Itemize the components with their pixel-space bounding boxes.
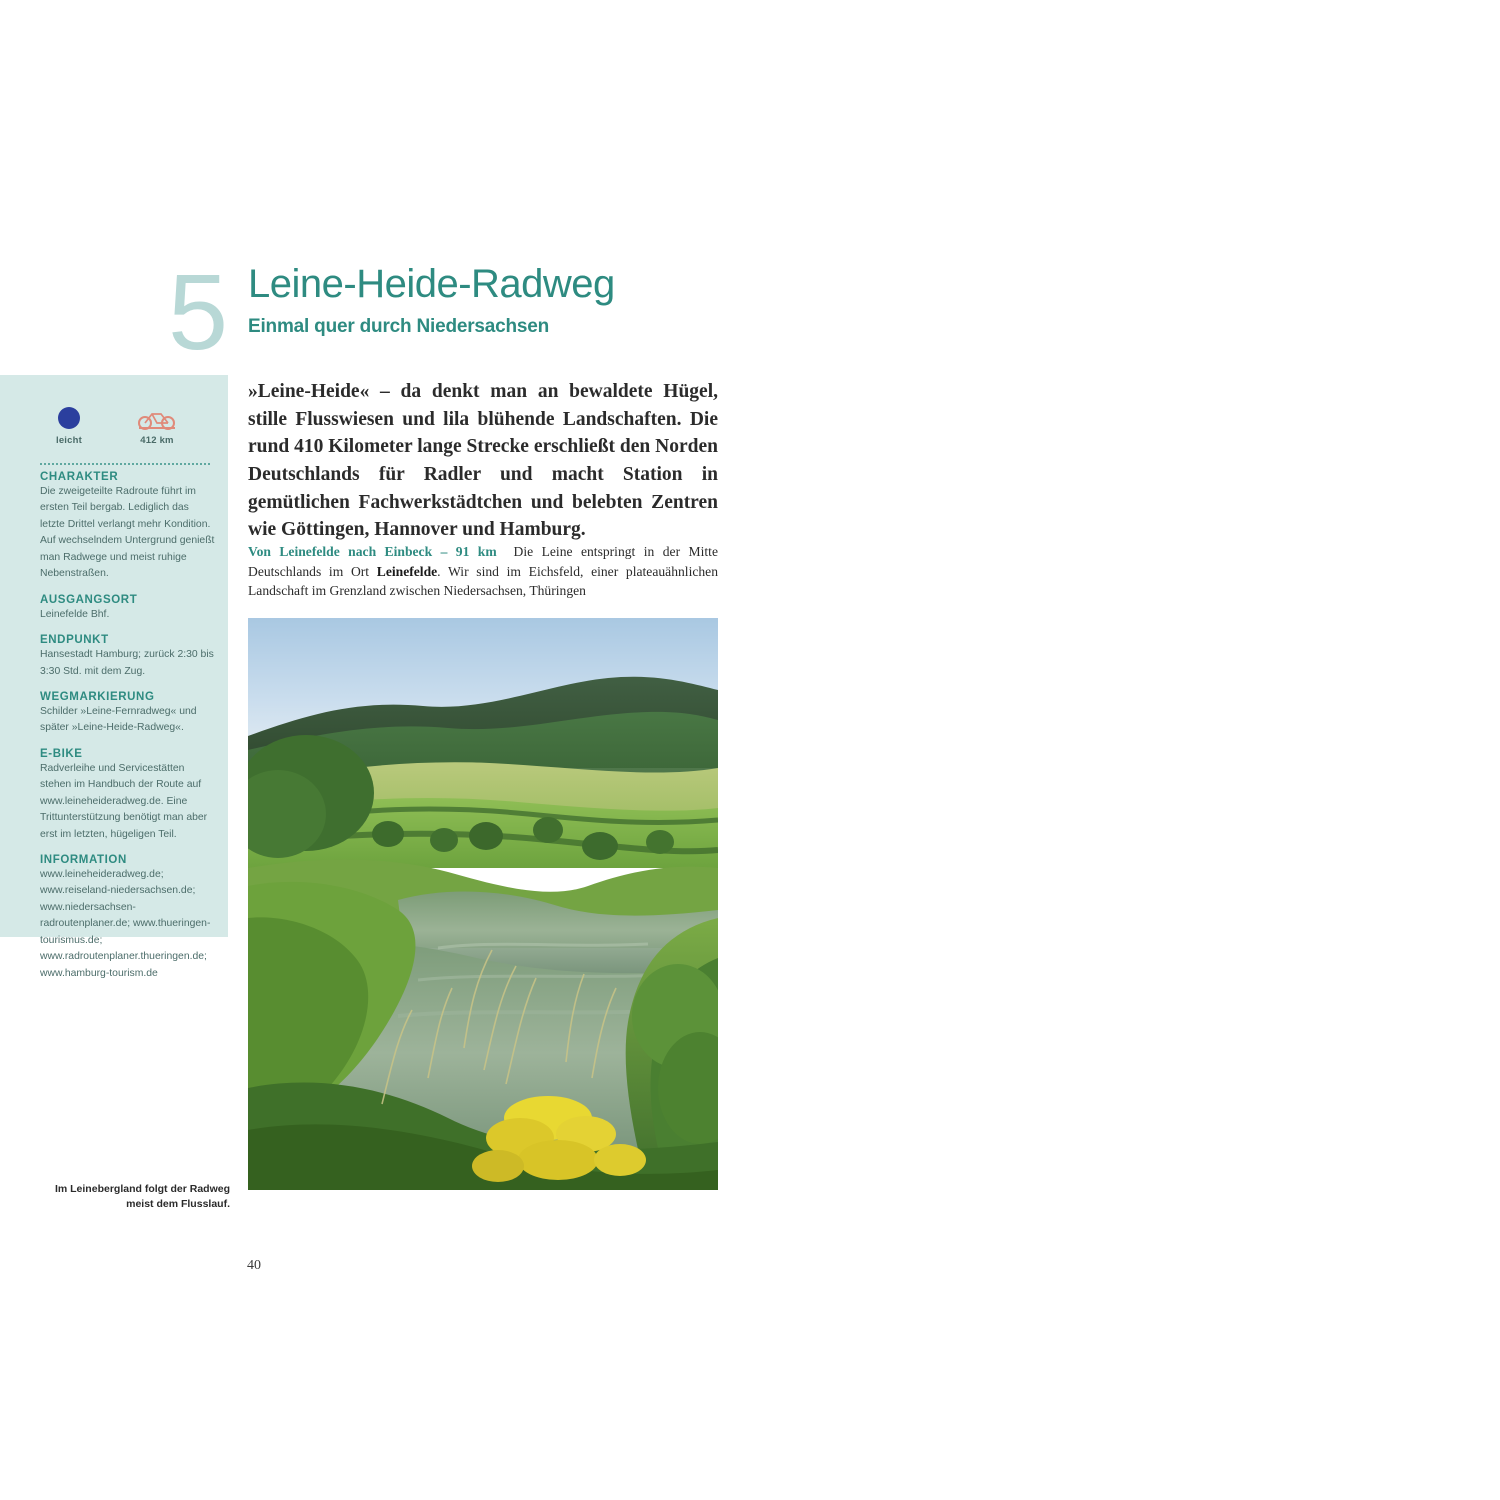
blue-circle-icon [58, 407, 80, 429]
tour-stats-row [42, 407, 184, 446]
info-text-charakter: Die zweigeteilte Radroute führt im ersten Teil bergab. Lediglich das letzte Drittel verlangt mehr Kondition. Auf wechselndem Untergrund genießt man Radwege und meist ruhige Nebenstraßen. [40, 486, 215, 580]
title-block [248, 262, 718, 338]
bicycle-icon [137, 409, 177, 431]
difficulty-stat [42, 407, 96, 446]
landscape-photo [248, 618, 718, 1190]
distance-stat [130, 409, 184, 446]
folio-left: 40 [247, 1258, 261, 1273]
tour-number: 5 [168, 251, 227, 372]
info-text-wegmarkierung: Schilder »Leine-Fernradweg« und später »Leine-Heide-Radweg«. [40, 705, 197, 734]
photo-caption: Im Leinebergland folgt der Radweg meist dem Flusslauf. [54, 1183, 230, 1210]
page-title: Leine-Heide-Radweg [248, 262, 615, 306]
difficulty-label: leicht [55, 435, 82, 446]
tour-info-box [0, 375, 228, 979]
info-text-ebike: Radverleihe und Servicestätten stehen im Handbuch der Route auf www.leineheideradweg.de. Eine Trittunterstützung benötigt man aber erst im letzten, hügeligen Teil. [40, 762, 208, 840]
distance-label: 412 km [140, 435, 174, 446]
page-subtitle: Einmal quer durch Niedersachsen [248, 316, 550, 337]
left-body-text [248, 542, 718, 601]
right-page [750, 0, 1500, 1500]
info-sections [40, 471, 216, 982]
place-leinefelde: Leinefelde [376, 563, 438, 579]
stage-text-1a: Die Leine entspringt in der Mitte Deutschlands im Ort [248, 544, 718, 579]
info-heading-charakter: CHARAKTER [40, 471, 119, 483]
info-heading-endpunkt: ENDPUNKT [40, 634, 109, 647]
info-heading-information: INFORMATION [40, 854, 127, 866]
info-heading-wegmarkierung: WEGMARKIERUNG [40, 690, 155, 703]
info-text-ausgangsort: Leinefelde Bhf. [40, 608, 110, 620]
info-text-information: www.leineheideradweg.de; www.reiseland-niedersachsen.de; www.niedersachsen-radroutenplaner.de; www.thueringen-tourismus.de; www.radroutenplaner.thueringen.de; www.hamburg-tourism.de [40, 869, 211, 979]
info-heading-ausgangsort: AUSGANGSORT [40, 593, 138, 606]
lead-paragraph: »Leine-Heide« – da denkt man an bewaldete Hügel, stille Flusswiesen und lila blühende Landschaften. Die rund 410 Kilometer lange Strecke erschließt den Norden Deutschlands für Radler und macht Station in gemütlichen Fachwerkstädtchen und belebten Zentren wie Göttingen, Hannover und Hamburg. [248, 381, 718, 541]
divider-dotted [40, 463, 210, 465]
info-heading-ebike: E-BIKE [40, 747, 83, 760]
stage-heading-1: Von Leinefelde nach Einbeck – 91 km [248, 544, 497, 559]
stage-text-1b: . Wir sind im Eichsfeld, einer plateauähnlichen Landschaft im Grenzland zwischen Niedersachsen, Thüringen [248, 563, 719, 599]
info-text-endpunkt: Hansestadt Hamburg; zurück 2:30 bis 3:30 Std. mit dem Zug. [40, 649, 214, 677]
